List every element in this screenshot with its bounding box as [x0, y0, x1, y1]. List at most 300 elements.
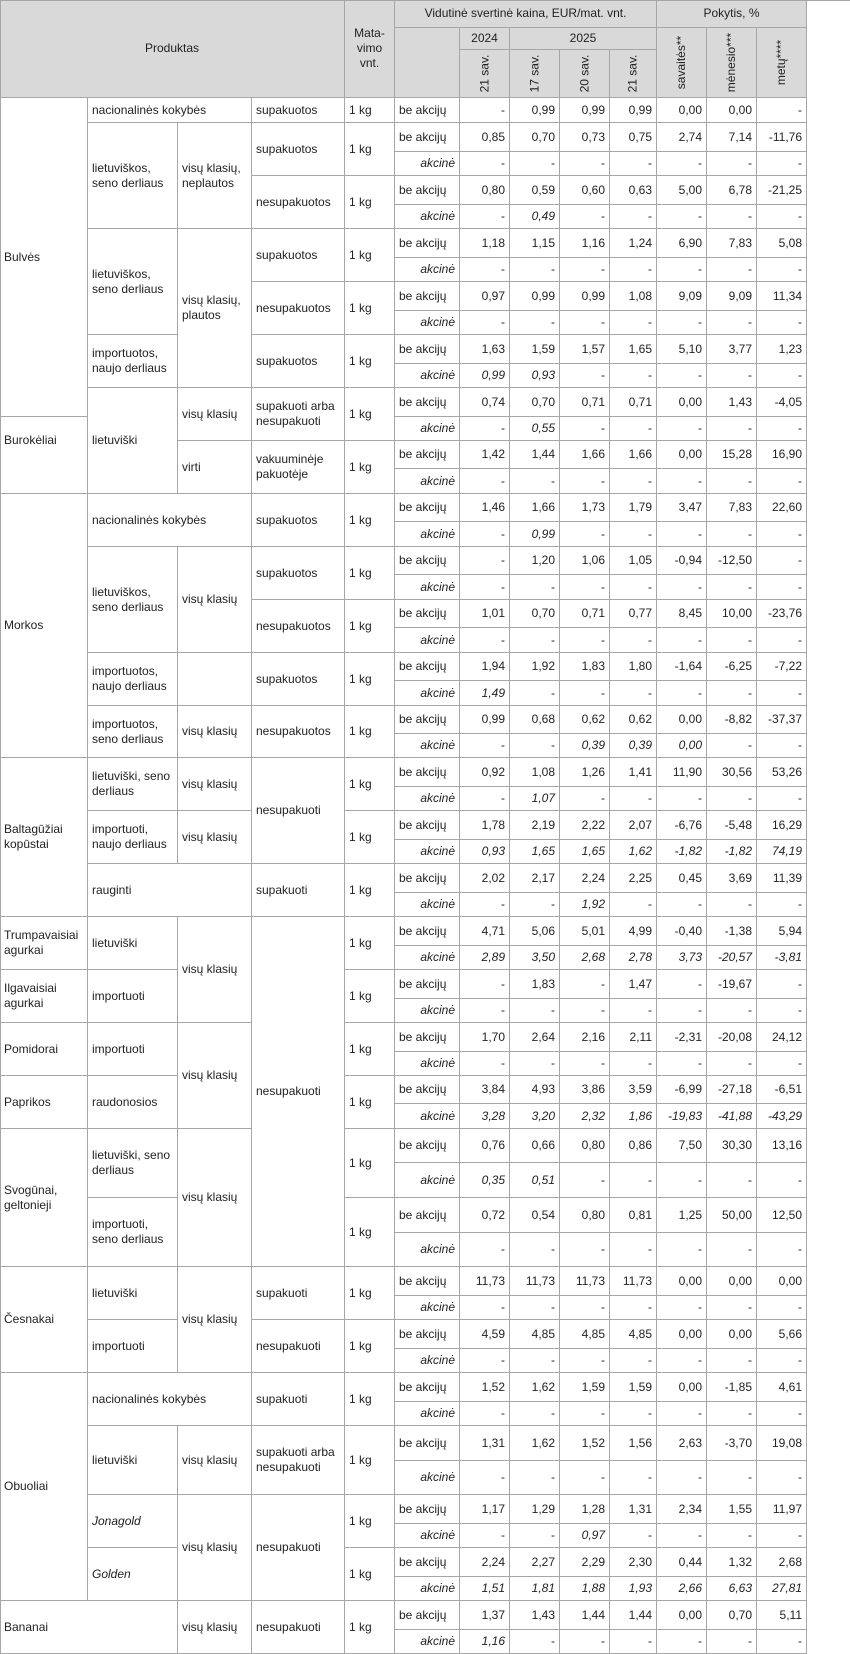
change-year: 12,50 [757, 1198, 807, 1233]
price-2024-w21: - [460, 575, 510, 600]
change-week: - [657, 681, 707, 706]
price-2025-w21: 1,66 [610, 441, 657, 469]
product-origin: Golden [88, 1548, 178, 1601]
price-type: be akcijų [395, 441, 460, 469]
price-2024-w21: 2,89 [460, 946, 510, 970]
price-type: be akcijų [395, 1076, 460, 1104]
product-origin: nacionalinės kokybės [88, 98, 252, 123]
change-month: 1,43 [707, 388, 757, 417]
price-2025-w17: - [510, 469, 560, 494]
price-2025-w20: - [560, 1052, 610, 1076]
change-year: - [757, 364, 807, 388]
product-packaging: supakuoti arba nesupakuoti [252, 388, 345, 441]
product-class: visų klasių [178, 1495, 252, 1601]
product-packaging: nesupakuotos [252, 176, 345, 229]
price-2025-w20: 2,32 [560, 1104, 610, 1129]
price-type: akcinė [395, 1104, 460, 1129]
price-2025-w17: - [510, 628, 560, 653]
product-unit: 1 kg [345, 1495, 395, 1548]
change-month: - [707, 152, 757, 176]
change-year: -6,51 [757, 1076, 807, 1104]
product-origin: lietuviški [88, 1267, 178, 1320]
product-packaging: nesupakuotos [252, 600, 345, 653]
price-2025-w21: - [610, 787, 657, 811]
product-class: visų klasių [178, 1023, 252, 1129]
product-class: visų klasių [178, 388, 252, 441]
price-2024-w21: 3,28 [460, 1104, 510, 1129]
price-type: be akcijų [395, 547, 460, 575]
change-year: -37,37 [757, 706, 807, 734]
change-year: 5,66 [757, 1320, 807, 1349]
change-year: 19,08 [757, 1426, 807, 1461]
price-2024-w21: - [460, 547, 510, 575]
price-2025-w21: 1,08 [610, 282, 657, 311]
price-2025-w20: - [560, 1163, 610, 1198]
price-2024-w21: - [460, 628, 510, 653]
price-type: be akcijų [395, 1601, 460, 1630]
change-week: 5,00 [657, 176, 707, 205]
change-month: 15,28 [707, 441, 757, 469]
change-month: - [707, 364, 757, 388]
price-2025-w17: 0,99 [510, 522, 560, 547]
price-2025-w20: 1,83 [560, 653, 610, 681]
header-week-2025-21 [610, 50, 657, 98]
product-class: visų klasių [178, 1267, 252, 1373]
product-class: visų klasių, plautos [178, 229, 252, 388]
price-2025-w17: 1,08 [510, 758, 560, 787]
change-year: - [757, 417, 807, 441]
price-2025-w20: 1,28 [560, 1495, 610, 1524]
product-packaging: nesupakuoti [252, 917, 345, 1267]
price-2024-w21: - [460, 311, 510, 335]
price-2025-w20: - [560, 469, 610, 494]
price-2025-w21: - [610, 1052, 657, 1076]
change-year: - [757, 152, 807, 176]
price-2025-w21: - [610, 417, 657, 441]
change-week: - [657, 1349, 707, 1373]
price-type: akcinė [395, 787, 460, 811]
product-unit: 1 kg [345, 547, 395, 600]
price-type: be akcijų [395, 1548, 460, 1577]
product-origin: lietuviški [88, 917, 178, 970]
price-2025-w17: 0,59 [510, 176, 560, 205]
header-unit: Mata- vimo vnt. [345, 0, 395, 98]
header-change-label: savaitės** [674, 35, 688, 90]
price-2025-w20: 0,62 [560, 706, 610, 734]
price-2025-w21: - [610, 152, 657, 176]
change-year: 11,34 [757, 282, 807, 311]
price-2025-w21: 1,05 [610, 547, 657, 575]
price-2024-w21: 1,31 [460, 1426, 510, 1461]
price-2025-w20: - [560, 1349, 610, 1373]
change-week: - [657, 1052, 707, 1076]
product-unit: 1 kg [345, 229, 395, 282]
change-week: - [657, 152, 707, 176]
price-2025-w21: 0,71 [610, 388, 657, 417]
price-2024-w21: 0,76 [460, 1129, 510, 1163]
header-week-2024-21 [460, 50, 510, 98]
price-type: akcinė [395, 1296, 460, 1320]
price-type: akcinė [395, 152, 460, 176]
change-month: 10,00 [707, 600, 757, 628]
product-class: visų klasių [178, 1426, 252, 1495]
price-2024-w21: 1,78 [460, 811, 510, 840]
price-2025-w20: 1,65 [560, 840, 610, 864]
price-2025-w17: 5,06 [510, 917, 560, 946]
product-unit: 1 kg [345, 335, 395, 388]
product-origin: lietuviški [88, 1426, 178, 1495]
change-year: - [757, 787, 807, 811]
price-2025-w21: 1,80 [610, 653, 657, 681]
price-type: akcinė [395, 1233, 460, 1267]
price-type: be akcijų [395, 1129, 460, 1163]
product-class: virti [178, 441, 252, 494]
price-2025-w20: 11,73 [560, 1267, 610, 1296]
price-2025-w21: 0,99 [610, 98, 657, 123]
change-week: 0,45 [657, 864, 707, 893]
price-2024-w21: - [460, 205, 510, 229]
price-type: akcinė [395, 1349, 460, 1373]
price-2025-w21: 1,41 [610, 758, 657, 787]
change-week: - [657, 364, 707, 388]
price-type: akcinė [395, 205, 460, 229]
price-2025-w21: 1,79 [610, 494, 657, 522]
price-2025-w21: 1,56 [610, 1426, 657, 1461]
change-month: - [707, 575, 757, 600]
price-2024-w21: 0,72 [460, 1198, 510, 1233]
price-type: akcinė [395, 522, 460, 547]
price-2025-w21: 2,25 [610, 864, 657, 893]
price-2025-w17: 0,49 [510, 205, 560, 229]
price-2025-w17: 1,62 [510, 1373, 560, 1402]
price-2025-w20: 0,39 [560, 734, 610, 758]
change-week: - [657, 970, 707, 999]
price-2025-w17: 2,64 [510, 1023, 560, 1052]
product-unit: 1 kg [345, 758, 395, 811]
change-month: 30,56 [707, 758, 757, 787]
change-week: 3,47 [657, 494, 707, 522]
price-2025-w20: 0,60 [560, 176, 610, 205]
price-2025-w17: 4,93 [510, 1076, 560, 1104]
change-month: - [707, 1630, 757, 1654]
price-2024-w21: 1,49 [460, 681, 510, 706]
price-2025-w17: - [510, 893, 560, 917]
price-2024-w21: - [460, 787, 510, 811]
price-2025-w20: - [560, 1233, 610, 1267]
price-2024-w21: - [460, 1402, 510, 1426]
product-unit: 1 kg [345, 811, 395, 864]
price-2025-w20: 0,80 [560, 1198, 610, 1233]
price-type: be akcijų [395, 1023, 460, 1052]
price-type: be akcijų [395, 1495, 460, 1524]
change-year: - [757, 258, 807, 282]
change-year: - [757, 1349, 807, 1373]
change-month: - [707, 1461, 757, 1495]
product-origin: importuoti [88, 1023, 178, 1076]
product-origin: importuotos, seno derliaus [88, 706, 178, 758]
change-year: 0,00 [757, 1267, 807, 1296]
price-2025-w21: - [610, 1524, 657, 1548]
product-unit: 1 kg [345, 970, 395, 1023]
change-month: - [707, 1233, 757, 1267]
change-week: 7,50 [657, 1129, 707, 1163]
price-2024-w21: - [460, 469, 510, 494]
price-2025-w17: 0,70 [510, 600, 560, 628]
change-week: 0,00 [657, 1373, 707, 1402]
price-2025-w17: 0,66 [510, 1129, 560, 1163]
price-type: akcinė [395, 311, 460, 335]
price-2025-w21: - [610, 258, 657, 282]
price-2025-w20: - [560, 681, 610, 706]
change-year: -7,22 [757, 653, 807, 681]
price-2025-w20: - [560, 575, 610, 600]
price-type: be akcijų [395, 653, 460, 681]
product-class: visų klasių [178, 1129, 252, 1267]
product-name: Ilgavaisiai agurkai [0, 970, 88, 1023]
product-unit: 1 kg [345, 282, 395, 335]
price-2024-w21: 1,42 [460, 441, 510, 469]
price-2025-w20: - [560, 628, 610, 653]
product-origin: lietuviškos, seno derliaus [88, 229, 178, 335]
change-year: - [757, 1052, 807, 1076]
product-unit: 1 kg [345, 1548, 395, 1601]
price-2025-w21: 11,73 [610, 1267, 657, 1296]
change-week: 2,74 [657, 123, 707, 152]
price-2024-w21: 0,80 [460, 176, 510, 205]
price-2024-w21: 1,17 [460, 1495, 510, 1524]
change-year: 11,39 [757, 864, 807, 893]
price-type: akcinė [395, 258, 460, 282]
price-2025-w21: - [610, 311, 657, 335]
change-week: - [657, 522, 707, 547]
price-2025-w21: 0,75 [610, 123, 657, 152]
price-2025-w20: - [560, 1461, 610, 1495]
price-2025-w21: 0,77 [610, 600, 657, 628]
price-type: akcinė [395, 840, 460, 864]
price-2024-w21: 4,59 [460, 1320, 510, 1349]
change-year: -43,29 [757, 1104, 807, 1129]
change-month: 6,78 [707, 176, 757, 205]
price-type: akcinė [395, 628, 460, 653]
change-month: 1,32 [707, 1548, 757, 1577]
product-origin: lietuviškos, seno derliaus [88, 547, 178, 653]
price-2025-w21: - [610, 999, 657, 1023]
price-2025-w17: 0,51 [510, 1163, 560, 1198]
change-month: -1,85 [707, 1373, 757, 1402]
product-unit: 1 kg [345, 1373, 395, 1426]
change-year: -3,81 [757, 946, 807, 970]
product-packaging: nesupakuoti [252, 1495, 345, 1601]
price-2025-w20: - [560, 258, 610, 282]
header-price-group: Vidutinė svertinė kaina, EUR/mat. vnt. [395, 0, 657, 28]
price-2025-w17: 1,83 [510, 970, 560, 999]
product-origin: Jonagold [88, 1495, 178, 1548]
product-packaging: nesupakuoti [252, 758, 345, 864]
change-month: -1,82 [707, 840, 757, 864]
change-year: - [757, 1233, 807, 1267]
product-unit: 1 kg [345, 600, 395, 653]
price-2025-w21: 2,07 [610, 811, 657, 840]
price-2025-w20: - [560, 787, 610, 811]
price-2025-w20: - [560, 152, 610, 176]
price-2025-w17: 1,43 [510, 1601, 560, 1630]
product-name: Baltagūžiai kopūstai [0, 758, 88, 917]
price-2024-w21: 1,63 [460, 335, 510, 364]
header-week-label: 17 sav. [527, 54, 541, 93]
change-month: 30,30 [707, 1129, 757, 1163]
price-type: akcinė [395, 946, 460, 970]
product-origin: raudonosios [88, 1076, 178, 1129]
change-year: - [757, 469, 807, 494]
product-unit: 1 kg [345, 1267, 395, 1320]
header-week-2025-20 [560, 50, 610, 98]
header-change-week [657, 28, 707, 98]
change-month: - [707, 1052, 757, 1076]
price-2024-w21: 0,35 [460, 1163, 510, 1198]
price-2024-w21: 1,70 [460, 1023, 510, 1052]
price-2024-w21: 1,16 [460, 1630, 510, 1654]
price-2025-w21: 0,63 [610, 176, 657, 205]
price-type: akcinė [395, 575, 460, 600]
change-week: 2,34 [657, 1495, 707, 1524]
change-month: -27,18 [707, 1076, 757, 1104]
product-packaging: nesupakuoti [252, 1320, 345, 1373]
change-year: - [757, 522, 807, 547]
change-year: - [757, 205, 807, 229]
price-type: be akcijų [395, 917, 460, 946]
price-2025-w20: - [560, 364, 610, 388]
change-year: 11,97 [757, 1495, 807, 1524]
header-week-label: 20 sav. [577, 54, 591, 93]
change-year: 4,61 [757, 1373, 807, 1402]
price-2024-w21: - [460, 1052, 510, 1076]
change-year: - [757, 98, 807, 123]
price-type: be akcijų [395, 388, 460, 417]
change-year: - [757, 1296, 807, 1320]
price-type: akcinė [395, 1402, 460, 1426]
price-2025-w20: - [560, 999, 610, 1023]
header-change-year [757, 28, 807, 98]
price-2025-w21: 0,39 [610, 734, 657, 758]
change-year: -21,25 [757, 176, 807, 205]
change-year: - [757, 628, 807, 653]
price-2025-w17: - [510, 1233, 560, 1267]
change-month: - [707, 1524, 757, 1548]
product-class: visų klasių [178, 706, 252, 758]
price-type: be akcijų [395, 864, 460, 893]
change-week: - [657, 258, 707, 282]
price-2024-w21: 0,93 [460, 840, 510, 864]
price-2025-w21: 1,59 [610, 1373, 657, 1402]
price-2025-w21: - [610, 893, 657, 917]
product-unit: 1 kg [345, 176, 395, 229]
change-month: 0,00 [707, 98, 757, 123]
change-week: - [657, 628, 707, 653]
change-week: 0,00 [657, 1320, 707, 1349]
product-class: visų klasių [178, 547, 252, 653]
change-month: -3,70 [707, 1426, 757, 1461]
change-week: -19,83 [657, 1104, 707, 1129]
change-year: 27,81 [757, 1577, 807, 1601]
price-type: be akcijų [395, 1267, 460, 1296]
price-2025-w21: 1,44 [610, 1601, 657, 1630]
change-month: - [707, 469, 757, 494]
price-type: akcinė [395, 1052, 460, 1076]
change-week: 0,00 [657, 706, 707, 734]
change-year: 24,12 [757, 1023, 807, 1052]
price-2024-w21: 0,99 [460, 364, 510, 388]
change-year: - [757, 1630, 807, 1654]
price-2025-w21: - [610, 1402, 657, 1426]
change-week: 2,66 [657, 1577, 707, 1601]
price-2025-w20: 0,99 [560, 282, 610, 311]
change-year: - [757, 893, 807, 917]
change-month: - [707, 1402, 757, 1426]
change-week: 0,00 [657, 98, 707, 123]
price-2025-w20: 2,68 [560, 946, 610, 970]
product-name: Česnakai [0, 1267, 88, 1373]
price-2025-w20: 1,57 [560, 335, 610, 364]
change-month: -12,50 [707, 547, 757, 575]
price-2025-w21: - [610, 1349, 657, 1373]
price-2024-w21: 0,85 [460, 123, 510, 152]
price-type: be akcijų [395, 1426, 460, 1461]
price-2025-w17: 0,55 [510, 417, 560, 441]
change-week: 0,00 [657, 1267, 707, 1296]
product-unit: 1 kg [345, 917, 395, 970]
price-2025-w21: 0,81 [610, 1198, 657, 1233]
price-2025-w20: 3,86 [560, 1076, 610, 1104]
price-2024-w21: 0,99 [460, 706, 510, 734]
change-week: - [657, 1296, 707, 1320]
product-class: visų klasių [178, 1601, 252, 1654]
price-2025-w20: - [560, 205, 610, 229]
price-type: be akcijų [395, 282, 460, 311]
change-week: - [657, 205, 707, 229]
change-year: - [757, 1461, 807, 1495]
price-2024-w21: 0,97 [460, 282, 510, 311]
change-month: -41,88 [707, 1104, 757, 1129]
price-2025-w20: 2,22 [560, 811, 610, 840]
change-week: 1,25 [657, 1198, 707, 1233]
price-2025-w21: - [610, 469, 657, 494]
change-month: - [707, 417, 757, 441]
price-2024-w21: 4,71 [460, 917, 510, 946]
change-month: - [707, 628, 757, 653]
price-type: be akcijų [395, 494, 460, 522]
price-2025-w20: 0,71 [560, 388, 610, 417]
product-name: Obuoliai [0, 1373, 88, 1601]
price-2025-w17: 0,70 [510, 388, 560, 417]
price-2025-w20: 1,59 [560, 1373, 610, 1402]
change-year: -11,76 [757, 123, 807, 152]
product-packaging: supakuoti [252, 1373, 345, 1426]
product-origin: rauginti [88, 864, 252, 917]
price-2025-w17: 2,17 [510, 864, 560, 893]
price-2025-w17: - [510, 258, 560, 282]
price-type: akcinė [395, 1163, 460, 1198]
product-packaging: nesupakuoti [252, 1601, 345, 1654]
price-2025-w17: 1,44 [510, 441, 560, 469]
change-year: -23,76 [757, 600, 807, 628]
product-origin: lietuviškos, seno derliaus [88, 123, 178, 229]
change-week: -6,99 [657, 1076, 707, 1104]
product-origin: importuoti [88, 1320, 178, 1373]
header-change-label: mėnesio*** [724, 32, 738, 93]
price-2025-w17: - [510, 681, 560, 706]
change-year: 2,68 [757, 1548, 807, 1577]
price-type: akcinė [395, 999, 460, 1023]
